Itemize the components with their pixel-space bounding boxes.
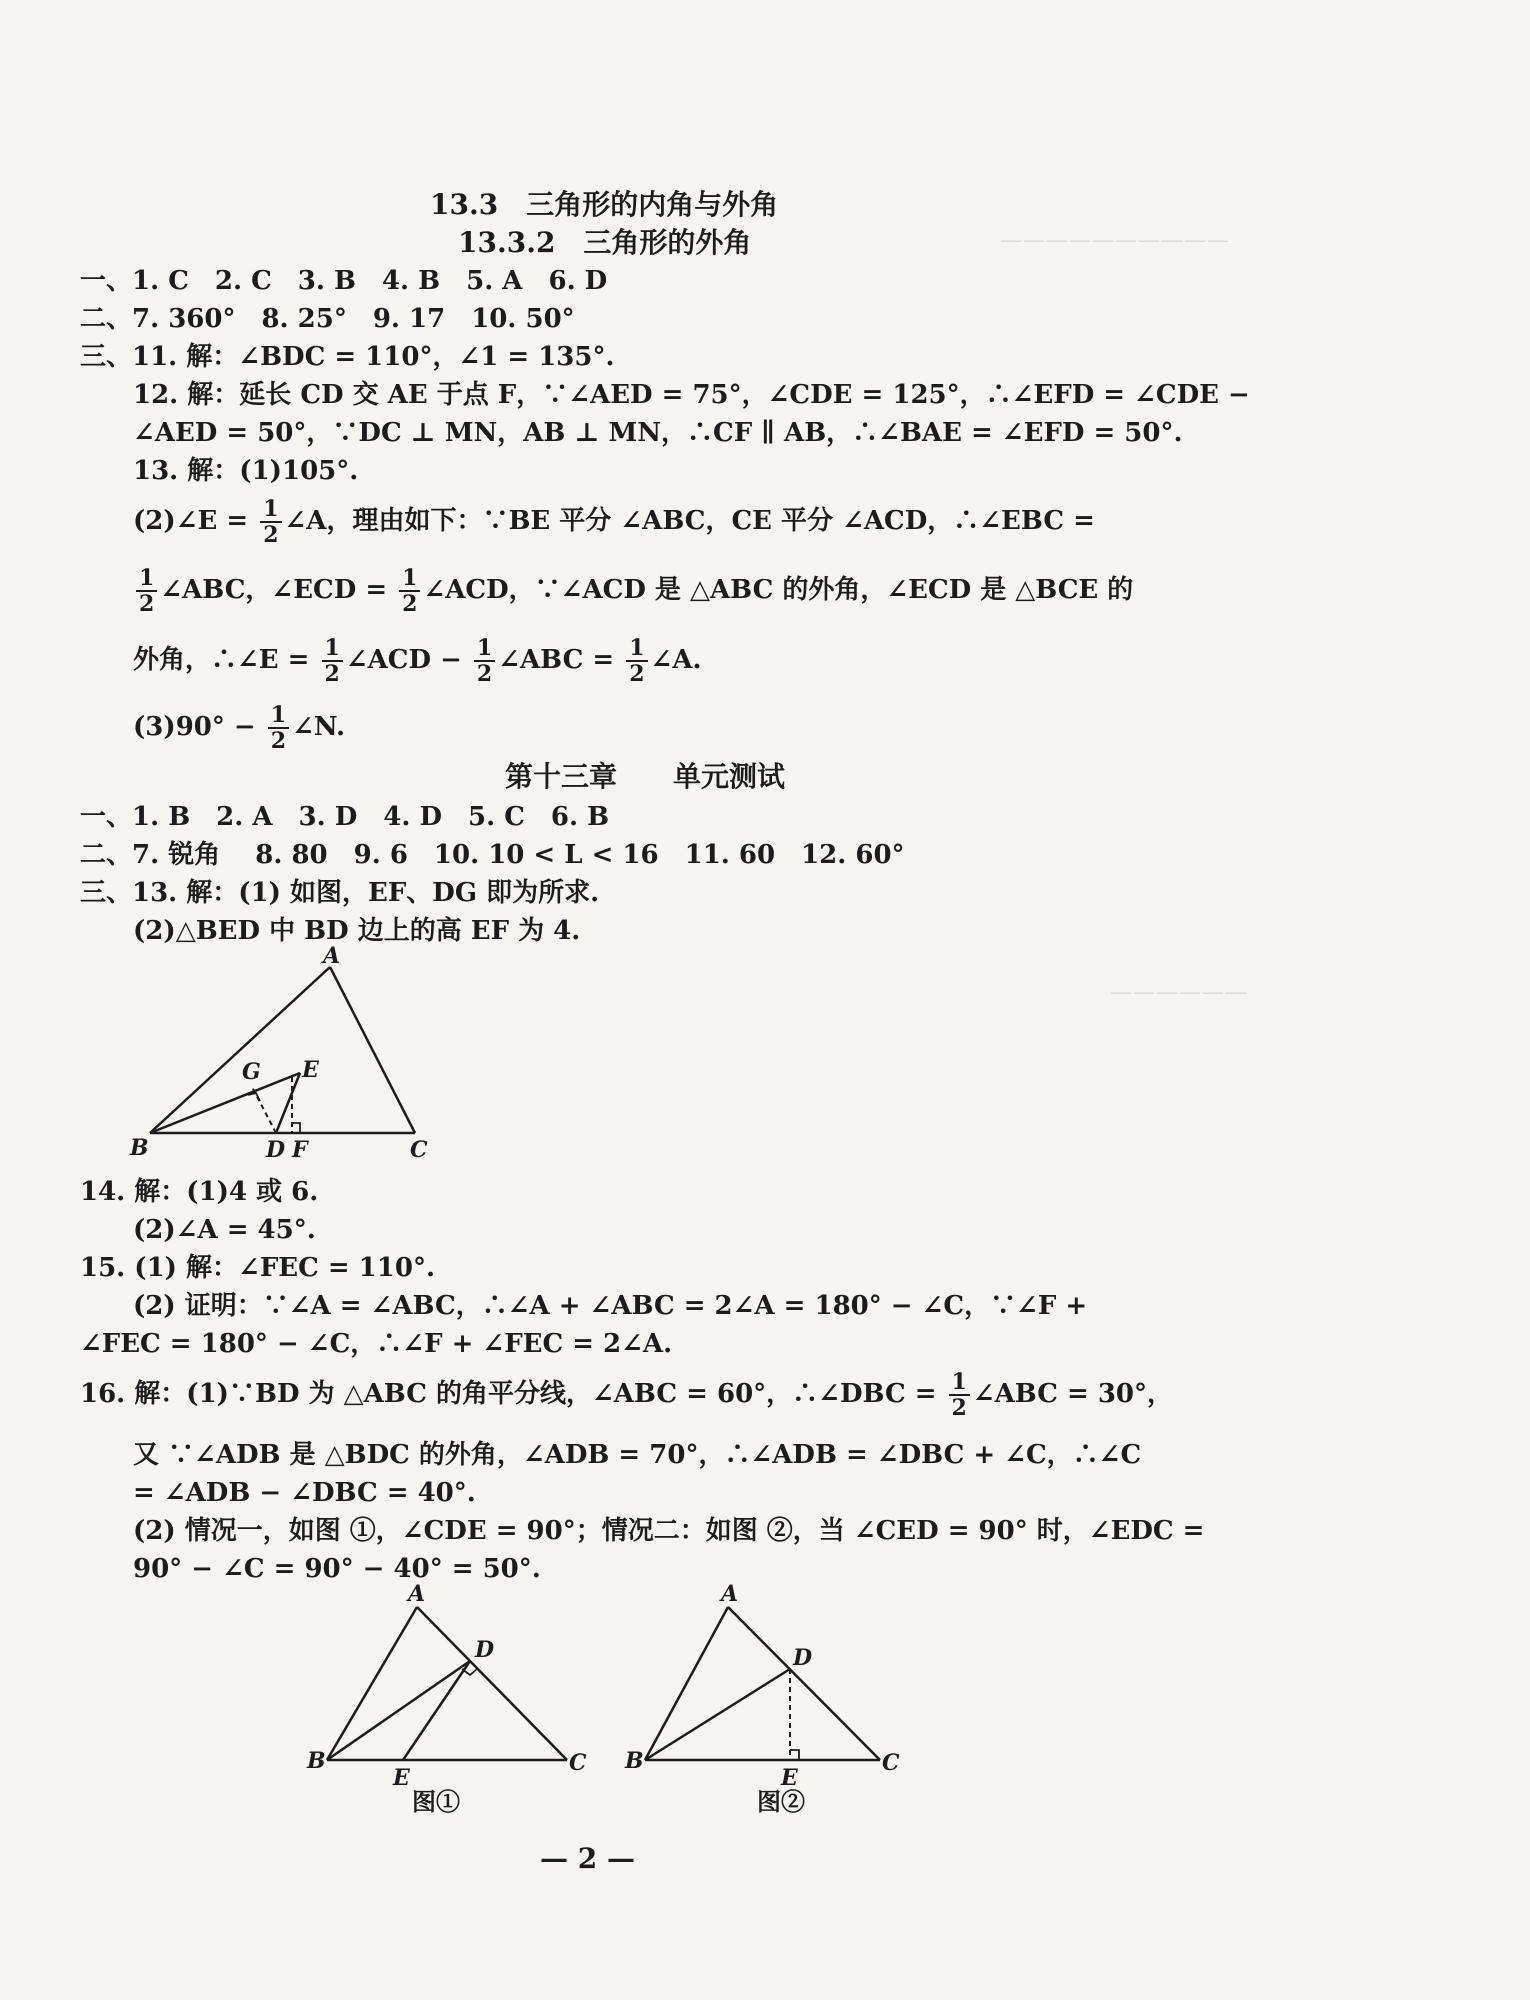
label-D: D [266, 1137, 286, 1163]
answer-line: ∠FEC = 180° − ∠C，∴∠F + ∠FEC = 2∠A. [80, 1329, 673, 1359]
fraction-half: $\frac{1}{2}$ [268, 703, 289, 753]
label-G: G [242, 1059, 261, 1085]
figure-caption: 图② [757, 1787, 805, 1816]
answer-line: 一、1. C 2. C 3. B 4. B 5. A 6. D [80, 266, 608, 296]
bleed-through-text: —————— [1110, 980, 1248, 1005]
fraction-half: $\frac{1}{2}$ [474, 636, 495, 686]
answer-line: 15. (1) 解：∠FEC = 110°. [80, 1253, 435, 1283]
label-E: E [302, 1057, 319, 1083]
answer-line: 二、7. 360° 8. 25° 9. 17 10. 50° [80, 304, 575, 334]
answer-line: (2)△BED 中 BD 边上的高 EF 为 4. [133, 916, 581, 946]
label-B: B [307, 1748, 326, 1774]
answer-line: 90° − ∠C = 90° − 40° = 50°. [133, 1554, 541, 1584]
answer-line: 又 ∵∠ADB 是 △BDC 的外角，∠ADB = 70°，∴∠ADB = ∠DBC + ∠C，∴∠C [133, 1440, 1142, 1470]
answer-line-fraction: (2)∠E = $\frac{1}{2}$ ∠A，理由如下：∵BE 平分 ∠ABC，CE 平分 ∠ACD，∴∠EBC = [133, 496, 1095, 548]
page-number: — 2 — [540, 1842, 635, 1875]
answer-line: 12. 解：延长 CD 交 AE 于点 F，∵∠AED = 75°，∠CDE = 125°，∴∠EFD = ∠CDE − [133, 380, 1250, 410]
label-D: D [475, 1637, 495, 1663]
label-A: A [721, 1581, 739, 1607]
label-C: C [569, 1750, 587, 1776]
fraction-half: $\frac{1}{2}$ [322, 636, 343, 686]
answer-line: (2) 情况一，如图 ①，∠CDE = 90°；情况二：如图 ②，当 ∠CED = 90° 时，∠EDC = [133, 1516, 1205, 1546]
bleed-through-text: —————————— [1000, 228, 1230, 253]
fraction-half: $\frac{1}{2}$ [626, 636, 647, 686]
answer-line-fraction: 外角，∴∠E = $\frac{1}{2}$ ∠ACD − $\frac{1}{2}$ ∠ABC = $\frac{1}{2}$ ∠A. [133, 635, 702, 687]
answer-line-fraction: 16. 解：(1)∵BD 为 △ABC 的角平分线，∠ABC = 60°，∴∠DBC = $\frac{1}{2}$ ∠ABC = 30°， [80, 1369, 1174, 1421]
answer-line: 一、1. B 2. A 3. D 4. D 5. C 6. B [80, 802, 610, 832]
answer-line: (2)∠A = 45°. [133, 1215, 316, 1245]
label-A: A [408, 1581, 426, 1607]
unit-title: 第十三章 单元测试 [505, 760, 786, 793]
section-subtitle: 13.3.2 三角形的外角 [458, 226, 752, 259]
label-D: D [793, 1645, 813, 1671]
answer-line: ∠AED = 50°，∵DC ⊥ MN，AB ⊥ MN，∴CF ∥ AB，∴∠BAE = ∠EFD = 50°. [133, 418, 1183, 448]
label-C: C [882, 1750, 900, 1776]
figure-case-1 [305, 1581, 605, 1816]
answer-line: = ∠ADB − ∠DBC = 40°. [133, 1478, 476, 1508]
answer-line: 二、7. 锐角 8. 80 9. 6 10. 10 < L < 16 11. 60 12. 60° [80, 840, 905, 870]
fraction-half: $\frac{1}{2}$ [949, 1370, 970, 1420]
answer-line-fraction: $\frac{1}{2}$ ∠ABC，∠ECD = $\frac{1}{2}$ ∠ACD，∵∠ACD 是 △ABC 的外角，∠ECD 是 △BCE 的 [133, 566, 1133, 616]
figure-caption: 图① [412, 1787, 460, 1816]
label-E: E [781, 1765, 798, 1791]
label-E: E [393, 1765, 410, 1791]
figure-case-2 [625, 1581, 925, 1816]
fraction-half: $\frac{1}{2}$ [399, 566, 420, 616]
answer-line: (2) 证明：∵∠A = ∠ABC，∴∠A + ∠ABC = 2∠A = 180° − ∠C，∵∠F + [133, 1291, 1088, 1321]
fraction-half: $\frac{1}{2}$ [136, 566, 157, 616]
label-B: B [625, 1748, 644, 1774]
label-F: F [292, 1137, 308, 1163]
answer-line: 13. 解：(1)105°. [133, 456, 359, 486]
answer-line: 三、11. 解：∠BDC = 110°，∠1 = 135°. [80, 342, 615, 372]
label-A: A [323, 943, 341, 969]
answer-line: 三、13. 解：(1) 如图，EF、DG 即为所求. [80, 878, 600, 908]
answer-line: 14. 解：(1)4 或 6. [80, 1177, 319, 1207]
label-C: C [410, 1137, 428, 1163]
label-B: B [130, 1135, 149, 1161]
answer-line-fraction: (3)90° − $\frac{1}{2}$ ∠N. [133, 702, 346, 754]
fraction-half: $\frac{1}{2}$ [260, 497, 281, 547]
section-title: 13.3 三角形的内角与外角 [430, 188, 779, 221]
figure-q13 [130, 943, 460, 1170]
